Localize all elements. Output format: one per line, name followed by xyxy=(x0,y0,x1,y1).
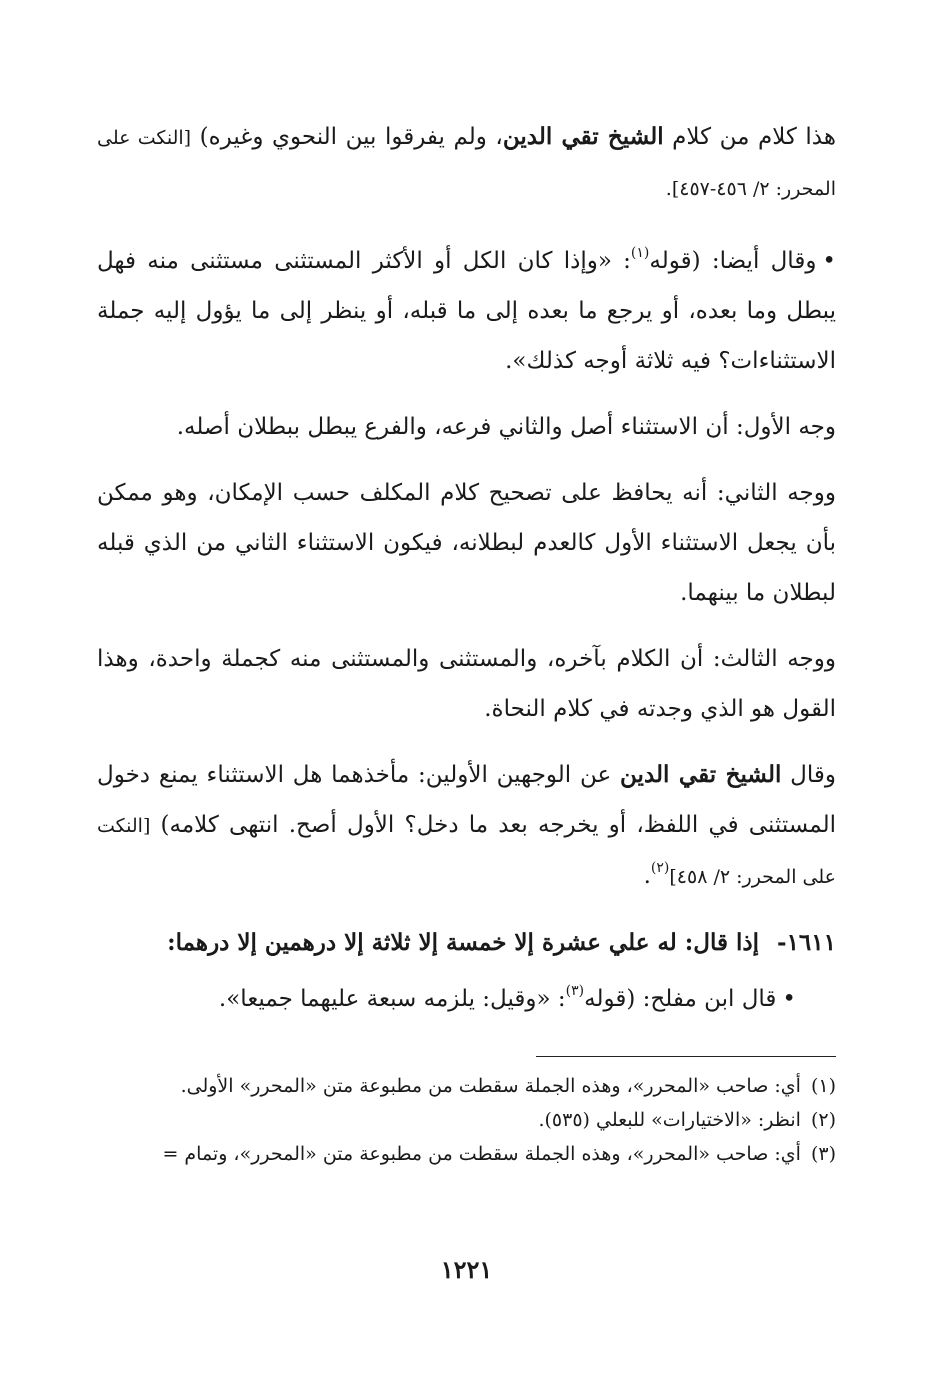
citation: [النكت على المحرر: ٢/ ٤٥٦-٤٥٧]. xyxy=(97,127,836,200)
footnote-number: (٣) xyxy=(810,1143,836,1165)
text-run: وقال xyxy=(781,762,836,788)
text-run: هذا كلام من كلام xyxy=(663,124,836,150)
footnote-text: أي: صاحب «المحرر»، وهذه الجملة سقطت من مطبوعة متن «المحرر»، وتمام = xyxy=(162,1143,801,1165)
name-sheikh-taqi-al-din: الشيخ تقي الدين xyxy=(620,761,782,788)
paragraph-sheikh-comment xyxy=(97,750,836,902)
bullet-icon: • xyxy=(782,986,796,1012)
section-title: إذا قال: له علي عشرة إلا خمسة إلا ثلاثة إلا درهمين إلا درهما: xyxy=(167,929,760,956)
section-heading xyxy=(97,918,836,968)
paragraph-quote-end xyxy=(97,112,836,214)
bullet-icon: • xyxy=(822,248,836,274)
footnote-number: (١) xyxy=(810,1075,836,1097)
page-number: ١٢٢١ xyxy=(440,1255,493,1284)
footnote-text: أي: صاحب «المحرر»، وهذه الجملة سقطت من مطبوعة متن «المحرر» الأولى. xyxy=(180,1075,801,1097)
footnote-separator xyxy=(536,1056,836,1057)
text-run: عن الوجهين الأولين: مأخذهما هل الاستثناء يمنع دخول المستثنى في اللفظ، أو يخرجه بعد ما دخل؟ الأول أصح. انتهى كلامه) xyxy=(97,762,836,838)
footnote-1 xyxy=(97,1069,836,1103)
text-run: ، ولم يفرقوا بين النحوي وغيره) xyxy=(199,124,503,150)
text-run: : «وقيل: يلزمه سبعة عليهما جميعا». xyxy=(218,986,566,1012)
footnote-number: (٢) xyxy=(810,1109,836,1131)
text-run: قال ابن مفلح: (قوله xyxy=(584,986,777,1012)
paragraph-first-view: وجه الأول: أن الاستثناء أصل والثاني فرعه، والفرع يبطل ببطلان أصله. xyxy=(176,414,836,440)
text-run: : «وإذا كان الكل أو الأكثر المستثنى مستثنى منه فهل يبطل وما بعده، أو يرجع ما بعده إلى ما قبله، أو ينظر إلى ما يؤول إليه جملة الاستثناءات؟ فيه ثلاثة أوجه كذلك». xyxy=(97,248,836,374)
citation: [النكت على المحرر: ٢/ ٤٥٨] xyxy=(97,815,836,888)
paragraph-second-view: ووجه الثاني: أنه يحافظ على تصحيح كلام المكلف حسب الإمكان، وهو ممكن بأن يجعل الاستثناء الأول كالعدم لبطلانه، فيكون الاستثناء الثاني من الذي قبله لبطلان ما بينهما. xyxy=(97,480,836,606)
footnotes xyxy=(97,1069,836,1171)
footnote-3 xyxy=(97,1137,836,1171)
name-sheikh-taqi-al-din: الشيخ تقي الدين xyxy=(502,123,664,150)
footnote-ref[interactable]: (٣) xyxy=(565,983,585,1000)
footnote-2 xyxy=(97,1103,836,1137)
footnote-ref[interactable]: (٢) xyxy=(650,860,670,877)
paragraph-ibn-muflih xyxy=(97,974,836,1024)
footnote-ref[interactable]: (١) xyxy=(630,245,650,262)
paragraph-third-view: ووجه الثالث: أن الكلام بآخره، والمستثنى والمستثنى منه كجملة واحدة، وهذا القول هو الذي وجدته في كلام النحاة. xyxy=(97,646,836,722)
footnote-text: انظر: «الاختيارات» للبعلي (٥٣٥). xyxy=(538,1109,801,1131)
section-number: ١٦١١- xyxy=(777,929,836,956)
text-run: . xyxy=(643,863,651,889)
text-run: وقال أيضا: (قوله xyxy=(649,248,817,274)
paragraph-bullet-quote xyxy=(97,236,836,386)
